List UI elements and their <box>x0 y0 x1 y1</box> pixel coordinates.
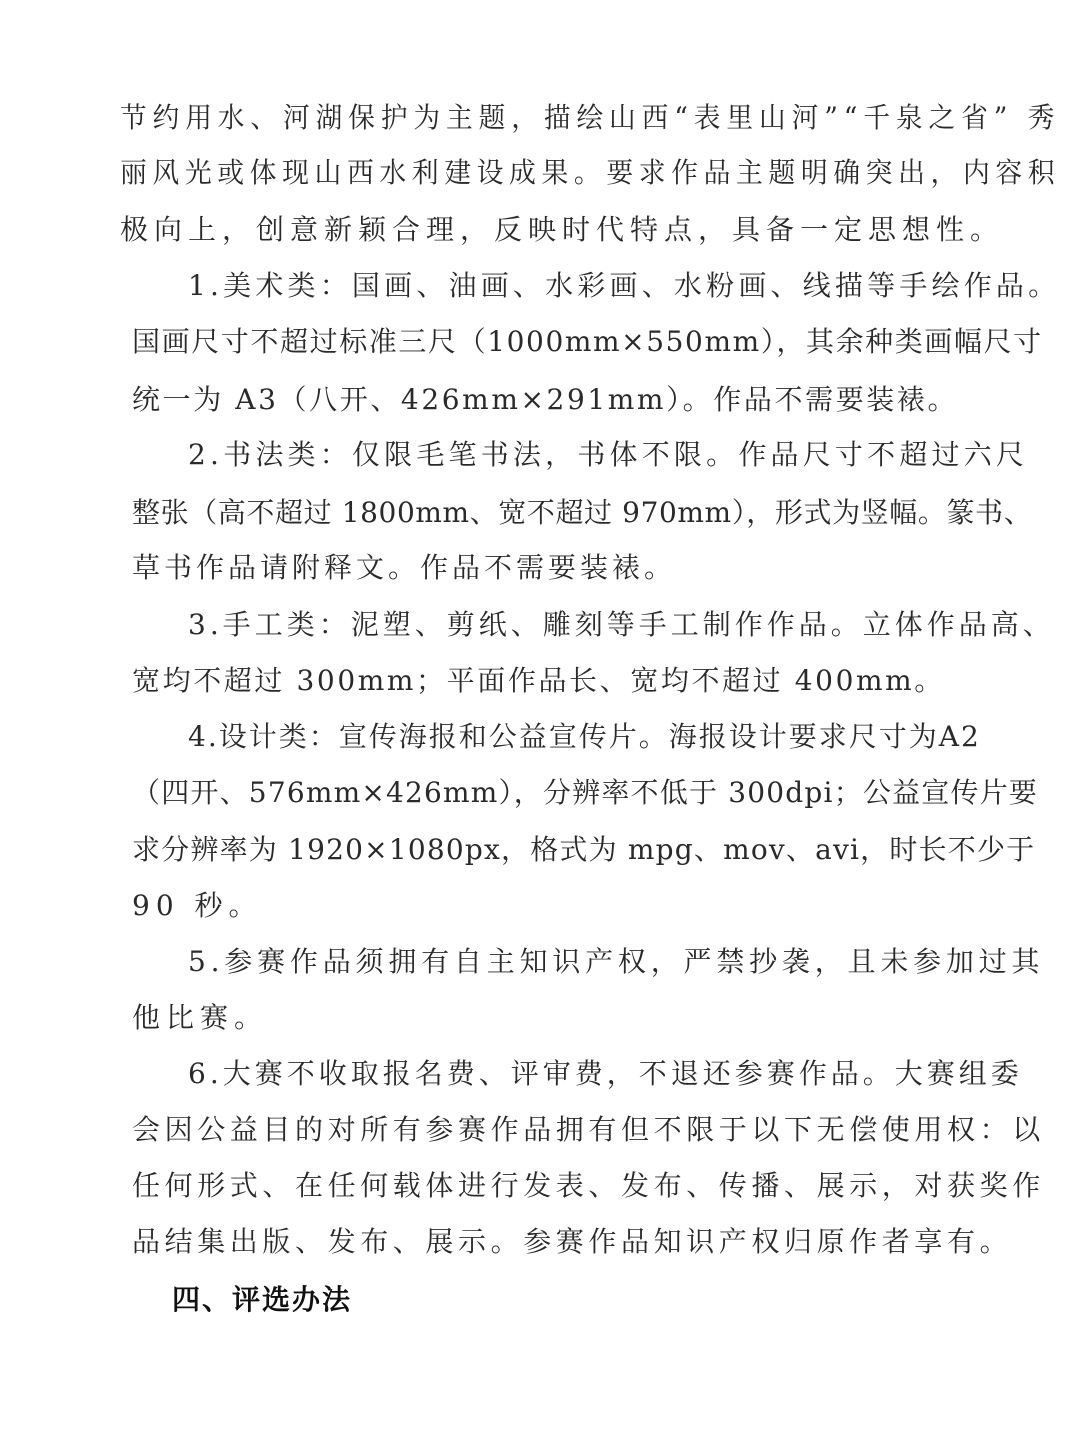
body-text-line: 统一为 A3（八开、426mm×291mm）。作品不需要装裱。 <box>132 383 959 416</box>
item-4-design-category: 4.设计类：宣传海报和公益宣传片。海报设计要求尺寸为A2 <box>188 720 981 753</box>
item-3-handcraft-category: 3.手工类：泥塑、剪纸、雕刻等手工制作作品。立体作品高、 <box>188 608 1055 641</box>
body-text-line: 丽风光或体现山西水利建设成果。要求作品主题明确突出，内容积 <box>120 156 1061 189</box>
body-text-line: 草书作品请附释文。作品不需要装裱。 <box>132 551 677 584</box>
body-text-line: 节约用水、河湖保护为主题，描绘山西“表里山河”“千泉之省” 秀 <box>120 101 1061 134</box>
section-heading: 四、评选办法 <box>172 1283 353 1316</box>
item-2-calligraphy-category: 2.书法类：仅限毛笔书法，书体不限。作品尺寸不超过六尺 <box>188 438 1029 471</box>
body-text-line: 他比赛。 <box>132 1001 269 1034</box>
body-text-line: 90 秒。 <box>132 889 263 922</box>
body-text-line: （四开、576mm×426mm），分辨率不低于 300dpi；公益宣传片要 <box>132 776 1039 809</box>
body-text-line: 国画尺寸不超过标准三尺（1000mm×550mm），其余种类画幅尺寸 <box>132 325 1043 358</box>
body-text-line: 任何形式、在任何载体进行发表、发布、传播、展示，对获奖作 <box>132 1169 1045 1202</box>
item-5-ip-requirement: 5.参赛作品须拥有自主知识产权，严禁抄袭，且未参加过其 <box>188 945 1045 978</box>
body-text-line: 宽均不超过 300mm；平面作品长、宽均不超过 400mm。 <box>132 664 945 697</box>
body-text-line: 会因公益目的对所有参赛作品拥有但不限于以下无偿使用权：以 <box>132 1113 1045 1146</box>
body-text-line: 极向上，创意新颖合理，反映时代特点，具备一定思想性。 <box>120 213 1005 246</box>
body-text-line: 求分辨率为 1920×1080px，格式为 mpg、mov、avi，时长不少于 <box>132 833 1036 866</box>
item-1-art-category: 1.美术类：国画、油画、水彩画、水粉画、线描等手绘作品。 <box>188 269 1061 302</box>
body-text-line: 品结集出版、发布、展示。参赛作品知识产权归原作者享有。 <box>132 1225 1013 1258</box>
item-6-fees-and-rights: 6.大赛不收取报名费、评审费，不退还参赛作品。大赛组委 <box>188 1057 1023 1090</box>
body-text-line: 整张（高不超过 1800mm、宽不超过 970mm），形式为竖幅。篆书、 <box>132 496 1033 529</box>
